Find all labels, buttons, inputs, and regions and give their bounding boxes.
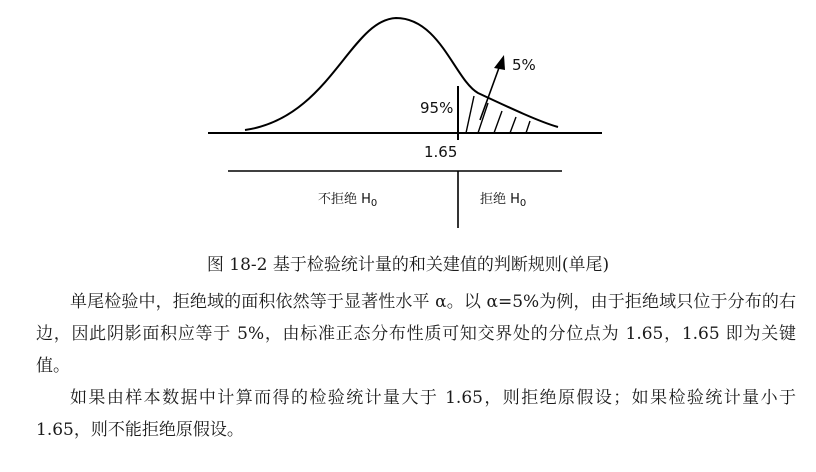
reject-region-label: 拒绝 $H_0$ (480, 192, 527, 209)
pointer-arrow-head (494, 55, 505, 70)
accept-region-label: 不拒绝 $H_0$ (318, 192, 378, 209)
bell-curve (245, 18, 558, 130)
paragraph-1: 单尾检验中，拒绝域的面积依然等于显著性水平 α。以 α=5%为例，由于拒绝域只位于分布的右边，因此阴影面积应等于 5%，由标准正态分布性质可知交界处的分位点为 1.65，1.65 即为关键值。 (36, 292, 796, 376)
critical-value-label: 1.65 (424, 143, 458, 161)
body-percent-label: 95% (420, 99, 454, 117)
paragraph-2: 如果由样本数据中计算而得的检验统计量大于 1.65，则拒绝原假设；如果检验统计量小于 1.65，则不能拒绝原假设。 (36, 388, 796, 440)
tail-percent-label: 5% (512, 56, 536, 74)
figure-caption: 图 18-2 基于检验统计量的和关建值的判断规则(单尾) (206, 255, 610, 275)
pointer-arrow-shaft (480, 65, 500, 120)
body-text (36, 286, 796, 446)
